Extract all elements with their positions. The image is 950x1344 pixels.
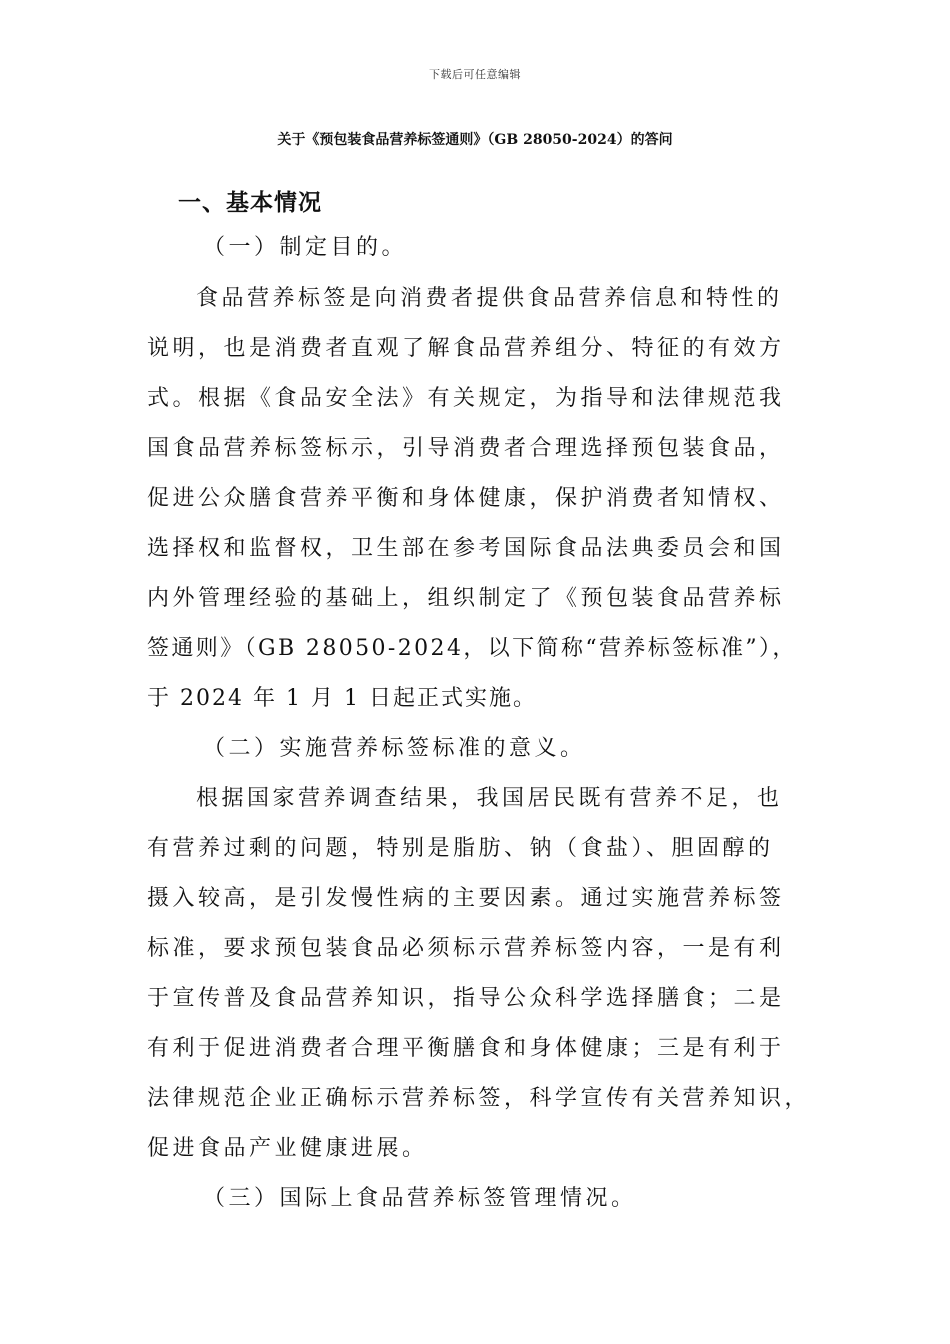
paragraph-line: 促进食品产业健康进展。 [147,1136,428,1161]
paragraph-line: 签通则》（GB 28050-2024，以下简称“营养标签标准”）， [147,636,797,661]
paragraph-line: 于宣传普及食品营养知识，指导公众科学选择膳食；二是 [147,986,785,1011]
subsection-heading-significance: （二）实施营养标签标准的意义。 [203,736,586,761]
paragraph-line: 式。根据《食品安全法》有关规定，为指导和法律规范我 [147,386,785,411]
paragraph-line: 有利于促进消费者合理平衡膳食和身体健康；三是有利于 [147,1036,785,1061]
paragraph-line: 法律规范企业正确标示营养标签，科学宣传有关营养知识， [147,1086,811,1111]
paragraph-line: 说明，也是消费者直观了解食品营养组分、特征的有效方 [147,336,785,361]
header-note: 下载后可任意编辑 [429,68,521,81]
paragraph-line: 根据国家营养调查结果，我国居民既有营养不足，也 [196,786,783,811]
subsection-heading-purpose: （一）制定目的。 [203,235,408,260]
paragraph-line: 有营养过剩的问题，特别是脂肪、钠（食盐）、胆固醇的 [147,836,774,861]
paragraph-line: 内外管理经验的基础上，组织制定了《预包装食品营养标 [147,586,785,611]
paragraph-line: 标准，要求预包装食品必须标示营养标签内容，一是有利 [147,936,785,961]
paragraph-line: 促进公众膳食营养平衡和身体健康，保护消费者知情权、 [147,486,785,511]
paragraph-line: 摄入较高，是引发慢性病的主要因素。通过实施营养标签 [147,886,785,911]
paragraph-line: 选择权和监督权，卫生部在参考国际食品法典委员会和国 [147,536,785,561]
paragraph-line: 食品营养标签是向消费者提供食品营养信息和特性的 [196,286,783,311]
subsection-heading-international: （三）国际上食品营养标签管理情况。 [203,1186,637,1211]
document-title: 关于《预包装食品营养标签通则》（GB 28050-2024）的答问 [277,132,673,148]
paragraph-line: 国食品营养标签标示，引导消费者合理选择预包装食品， [147,436,785,461]
paragraph-line: 于 2024 年 1 月 1 日起正式实施。 [147,686,537,711]
section-heading-basic-info: 一、基本情况 [178,190,322,216]
